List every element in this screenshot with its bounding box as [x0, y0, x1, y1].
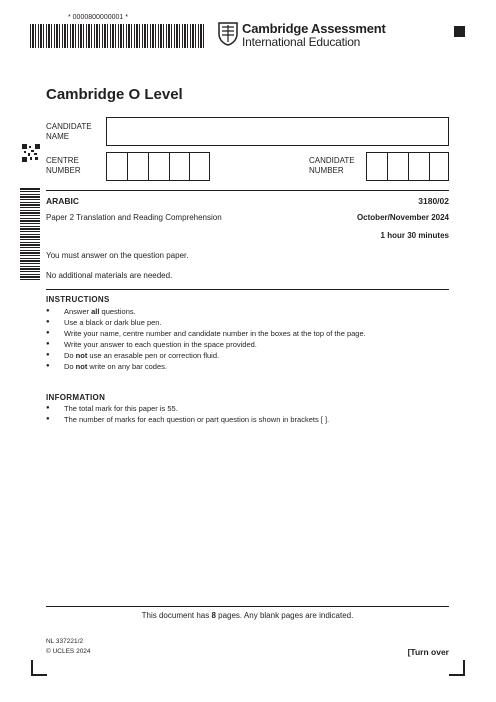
information-heading: INFORMATION — [46, 393, 106, 402]
candidate-name-label: CANDIDATE NAME — [46, 122, 92, 141]
barcode-number: * 0000800000001 * — [68, 14, 128, 21]
registration-mark — [454, 26, 465, 37]
list-item: ● The total mark for this paper is 55. — [46, 403, 446, 414]
list-item: ● The number of marks for each question or part question is shown in brackets [ ]. — [46, 414, 446, 425]
turn-over: [Turn over — [407, 647, 449, 657]
duration: 1 hour 30 minutes — [380, 231, 449, 240]
paper-code: 3180/02 — [418, 196, 449, 206]
copyright: © UCLES 2024 — [46, 648, 91, 655]
instructions-heading: INSTRUCTIONS — [46, 295, 110, 304]
logo-line-2: International Education — [242, 35, 361, 49]
divider-middle — [46, 289, 449, 290]
divider-top — [46, 190, 449, 191]
page-title: Cambridge O Level — [46, 86, 183, 103]
candidate-number-boxes[interactable] — [366, 152, 449, 181]
list-item: ● Answer all questions. — [46, 306, 446, 317]
subject: ARABIC — [46, 196, 80, 206]
logo-line-1: Cambridge Assessment — [242, 21, 386, 36]
information-list — [46, 403, 446, 425]
top-barcode — [30, 24, 206, 48]
candidate-name-box[interactable] — [106, 117, 449, 146]
divider-footer — [46, 606, 449, 607]
list-item: ● Do not use an erasable pen or correction fluid. — [46, 350, 446, 361]
list-item: ● Write your name, centre number and candidate number in the boxes at the top of the page. — [46, 328, 446, 339]
page-count-note: This document has 8 pages. Any blank pages are indicated. — [141, 611, 354, 620]
list-item: ● Use a black or dark blue pen. — [46, 317, 446, 328]
centre-number-boxes[interactable] — [106, 152, 210, 181]
candidate-number-label: CANDIDATE NUMBER — [309, 156, 355, 175]
qr-code — [22, 144, 40, 162]
side-barcode — [20, 188, 40, 280]
list-item: ● Do not write on any bar codes. — [46, 361, 446, 372]
session: October/November 2024 — [356, 213, 449, 222]
crop-mark-bottom-right-horizontal — [449, 674, 465, 676]
cambridge-shield-icon — [218, 22, 238, 46]
note-no-materials: No additional materials are needed. — [46, 271, 173, 280]
instructions-list — [46, 306, 446, 372]
crop-mark-bottom-left-horizontal — [31, 674, 47, 676]
paper-title: Paper 2 Translation and Reading Comprehension — [46, 213, 222, 222]
list-item: ● Write your answer to each question in the space provided. — [46, 339, 446, 350]
reference-number: NL 337221/2 — [46, 638, 83, 645]
note-answer-on-paper: You must answer on the question paper. — [46, 251, 189, 260]
centre-number-label: CENTRE NUMBER — [46, 156, 81, 175]
